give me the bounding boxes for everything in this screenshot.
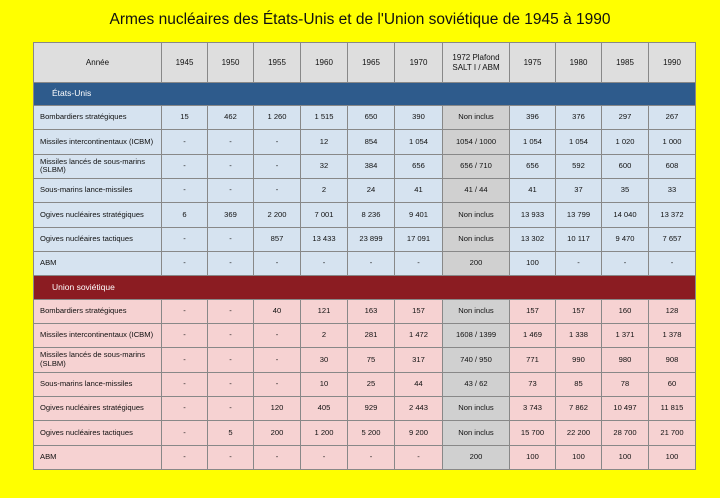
table-cell: 13 302	[510, 227, 556, 251]
table-cell: 5	[208, 421, 254, 445]
table-cell: -	[162, 323, 208, 347]
row-label: ABM	[34, 252, 162, 276]
row-label: Missiles lancés de sous-marins (SLBM)	[34, 348, 162, 372]
table-cell: 35	[602, 179, 649, 203]
table-cell: -	[162, 227, 208, 251]
table-cell: -	[254, 154, 301, 178]
table-cell: 75	[348, 348, 395, 372]
row-label: Sous-marins lance-missiles	[34, 372, 162, 396]
table-cell: Non inclus	[443, 203, 510, 227]
table-cell: 13 372	[649, 203, 696, 227]
table-cell: 41 / 44	[443, 179, 510, 203]
table-cell: 656	[510, 154, 556, 178]
table-row	[34, 154, 696, 178]
row-label: Missiles lancés de sous-marins (SLBM)	[34, 154, 162, 178]
table-cell: 5 200	[348, 421, 395, 445]
section-title: États-Unis	[34, 83, 696, 106]
table-cell: 37	[556, 179, 602, 203]
table-cell: 23 899	[348, 227, 395, 251]
table-cell: 8 236	[348, 203, 395, 227]
table-cell: 7 862	[556, 396, 602, 420]
table-cell: 1 515	[301, 106, 348, 130]
table-cell: -	[162, 299, 208, 323]
table-cell: 656 / 710	[443, 154, 510, 178]
table-cell: 656	[395, 154, 443, 178]
table-cell: 10 117	[556, 227, 602, 251]
table-cell: 9 200	[395, 421, 443, 445]
header-year: 1970	[395, 43, 443, 83]
table-cell: 2	[301, 323, 348, 347]
table-cell: 1 054	[556, 130, 602, 154]
table-cell: 85	[556, 372, 602, 396]
table-cell: 1 200	[301, 421, 348, 445]
table-cell: -	[162, 445, 208, 469]
table-cell: -	[556, 252, 602, 276]
table-cell: 100	[602, 445, 649, 469]
table-cell: -	[208, 252, 254, 276]
table-cell: -	[162, 154, 208, 178]
table-cell: 1 371	[602, 323, 649, 347]
table-cell: 396	[510, 106, 556, 130]
table-cell: 41	[510, 179, 556, 203]
table-row	[34, 421, 696, 445]
table-cell: 9 401	[395, 203, 443, 227]
table-cell: 100	[510, 445, 556, 469]
table-cell: 2 200	[254, 203, 301, 227]
table-cell: 21 700	[649, 421, 696, 445]
table-cell: -	[254, 179, 301, 203]
table-cell: Non inclus	[443, 396, 510, 420]
table-cell: 650	[348, 106, 395, 130]
table-cell: 1 020	[602, 130, 649, 154]
table-cell: -	[254, 445, 301, 469]
table-cell: 854	[348, 130, 395, 154]
table-cell: 2 443	[395, 396, 443, 420]
table-cell: -	[254, 323, 301, 347]
table-cell: 30	[301, 348, 348, 372]
table-row	[34, 179, 696, 203]
table-cell: 15 700	[510, 421, 556, 445]
table-cell: 200	[443, 445, 510, 469]
table-cell: 160	[602, 299, 649, 323]
table-cell: -	[301, 252, 348, 276]
table-cell: Non inclus	[443, 421, 510, 445]
table-cell: 3 743	[510, 396, 556, 420]
table-cell: 120	[254, 396, 301, 420]
table-cell: 60	[649, 372, 696, 396]
header-year: 1972 Plafond SALT I / ABM	[443, 43, 510, 83]
table-cell: 1608 / 1399	[443, 323, 510, 347]
header-year: 1975	[510, 43, 556, 83]
section-title: Union soviétique	[34, 276, 696, 299]
table-cell: 740 / 950	[443, 348, 510, 372]
table-cell: -	[162, 348, 208, 372]
table-row	[34, 203, 696, 227]
table-cell: 1 260	[254, 106, 301, 130]
row-label: Ogives nucléaires tactiques	[34, 227, 162, 251]
row-label: Ogives nucléaires stratégiques	[34, 203, 162, 227]
table-cell: -	[162, 372, 208, 396]
table-cell: -	[254, 130, 301, 154]
header-year: 1945	[162, 43, 208, 83]
table-cell: 281	[348, 323, 395, 347]
table-cell: 24	[348, 179, 395, 203]
header-year: 1950	[208, 43, 254, 83]
table-cell: 384	[348, 154, 395, 178]
table-cell: -	[348, 445, 395, 469]
table-cell: 14 040	[602, 203, 649, 227]
table-row	[34, 396, 696, 420]
table-cell: 908	[649, 348, 696, 372]
table-cell: -	[208, 396, 254, 420]
table-cell: 78	[602, 372, 649, 396]
table-cell: 43 / 62	[443, 372, 510, 396]
table-cell: -	[208, 372, 254, 396]
table-cell: 297	[602, 106, 649, 130]
header-label: Année	[34, 43, 162, 83]
table-cell: 13 799	[556, 203, 602, 227]
table-cell: 1 054	[395, 130, 443, 154]
table-cell: 6	[162, 203, 208, 227]
table-cell: 600	[602, 154, 649, 178]
table-cell: 1 469	[510, 323, 556, 347]
table-cell: 929	[348, 396, 395, 420]
table-cell: 73	[510, 372, 556, 396]
table-cell: -	[208, 445, 254, 469]
table-cell: -	[208, 130, 254, 154]
table-cell: 13 433	[301, 227, 348, 251]
row-label: Ogives nucléaires stratégiques	[34, 396, 162, 420]
table-cell: -	[254, 372, 301, 396]
table-row	[34, 445, 696, 469]
table-cell: -	[348, 252, 395, 276]
row-label: Ogives nucléaires tactiques	[34, 421, 162, 445]
table-cell: 11 815	[649, 396, 696, 420]
table-cell: 200	[443, 252, 510, 276]
table-cell: 990	[556, 348, 602, 372]
table-cell: -	[162, 252, 208, 276]
table-cell: 10	[301, 372, 348, 396]
table-cell: -	[208, 179, 254, 203]
table-row	[34, 227, 696, 251]
table-cell: 22 200	[556, 421, 602, 445]
table-cell: 771	[510, 348, 556, 372]
header-year: 1955	[254, 43, 301, 83]
table-cell: Non inclus	[443, 299, 510, 323]
table-cell: 369	[208, 203, 254, 227]
table-cell: 15	[162, 106, 208, 130]
table-cell: 1 054	[510, 130, 556, 154]
row-label: ABM	[34, 445, 162, 469]
table-cell: 7 657	[649, 227, 696, 251]
table-cell: -	[208, 323, 254, 347]
table-cell: 32	[301, 154, 348, 178]
row-label: Bombardiers stratégiques	[34, 299, 162, 323]
table-cell: 157	[510, 299, 556, 323]
header-year: 1980	[556, 43, 602, 83]
header-row	[34, 43, 696, 83]
table-cell: -	[649, 252, 696, 276]
table-cell: 1 000	[649, 130, 696, 154]
table-cell: 13 933	[510, 203, 556, 227]
table-cell: 1 378	[649, 323, 696, 347]
table-cell: 163	[348, 299, 395, 323]
table-cell: 7 001	[301, 203, 348, 227]
table-cell: -	[395, 252, 443, 276]
table-cell: 17 091	[395, 227, 443, 251]
table-cell: -	[254, 348, 301, 372]
header-year: 1985	[602, 43, 649, 83]
table-cell: 28 700	[602, 421, 649, 445]
header-year: 1965	[348, 43, 395, 83]
table-cell: 390	[395, 106, 443, 130]
table-cell: -	[395, 445, 443, 469]
table-cell: 9 470	[602, 227, 649, 251]
table-cell: -	[208, 299, 254, 323]
table-cell: 980	[602, 348, 649, 372]
table-cell: 1 472	[395, 323, 443, 347]
table-cell: 40	[254, 299, 301, 323]
table-cell: 33	[649, 179, 696, 203]
table-row	[34, 299, 696, 323]
table-cell: -	[208, 227, 254, 251]
row-label: Missiles intercontinentaux (ICBM)	[34, 323, 162, 347]
table-cell: 405	[301, 396, 348, 420]
table-row	[34, 372, 696, 396]
header-year: 1990	[649, 43, 696, 83]
table-cell: -	[208, 154, 254, 178]
table-cell: Non inclus	[443, 106, 510, 130]
row-label: Sous-marins lance-missiles	[34, 179, 162, 203]
table-row	[34, 348, 696, 372]
table-cell: -	[254, 252, 301, 276]
table-row	[34, 130, 696, 154]
table-cell: 857	[254, 227, 301, 251]
table-cell: 1 338	[556, 323, 602, 347]
table-cell: 121	[301, 299, 348, 323]
table-row	[34, 252, 696, 276]
table-cell: 100	[510, 252, 556, 276]
table-cell: 100	[649, 445, 696, 469]
table-cell: 41	[395, 179, 443, 203]
table-row	[34, 106, 696, 130]
table-cell: 376	[556, 106, 602, 130]
table-cell: 157	[556, 299, 602, 323]
table-cell: -	[602, 252, 649, 276]
header-year: 1960	[301, 43, 348, 83]
row-label: Missiles intercontinentaux (ICBM)	[34, 130, 162, 154]
table-cell: 2	[301, 179, 348, 203]
table-cell: 1054 / 1000	[443, 130, 510, 154]
page-title: Armes nucléaires des États-Unis et de l'Union soviétique de 1945 à 1990	[109, 11, 611, 28]
table-cell: 200	[254, 421, 301, 445]
table-cell: 267	[649, 106, 696, 130]
table-cell: 10 497	[602, 396, 649, 420]
table-cell: -	[162, 130, 208, 154]
section-header-su	[34, 276, 696, 299]
table-cell: Non inclus	[443, 227, 510, 251]
table-cell: 44	[395, 372, 443, 396]
table-cell: 25	[348, 372, 395, 396]
row-label: Bombardiers stratégiques	[34, 106, 162, 130]
table-cell: 157	[395, 299, 443, 323]
table-cell: -	[162, 396, 208, 420]
table-cell: 592	[556, 154, 602, 178]
table-cell: -	[162, 421, 208, 445]
section-header-us	[34, 83, 696, 106]
table-cell: 128	[649, 299, 696, 323]
table-cell: 100	[556, 445, 602, 469]
table-cell: 12	[301, 130, 348, 154]
table-cell: 462	[208, 106, 254, 130]
table-cell: -	[208, 348, 254, 372]
table-cell: -	[301, 445, 348, 469]
table-cell: 317	[395, 348, 443, 372]
table-row	[34, 323, 696, 347]
table-cell: -	[162, 179, 208, 203]
table-cell: 608	[649, 154, 696, 178]
nuclear-arms-table	[33, 42, 696, 470]
